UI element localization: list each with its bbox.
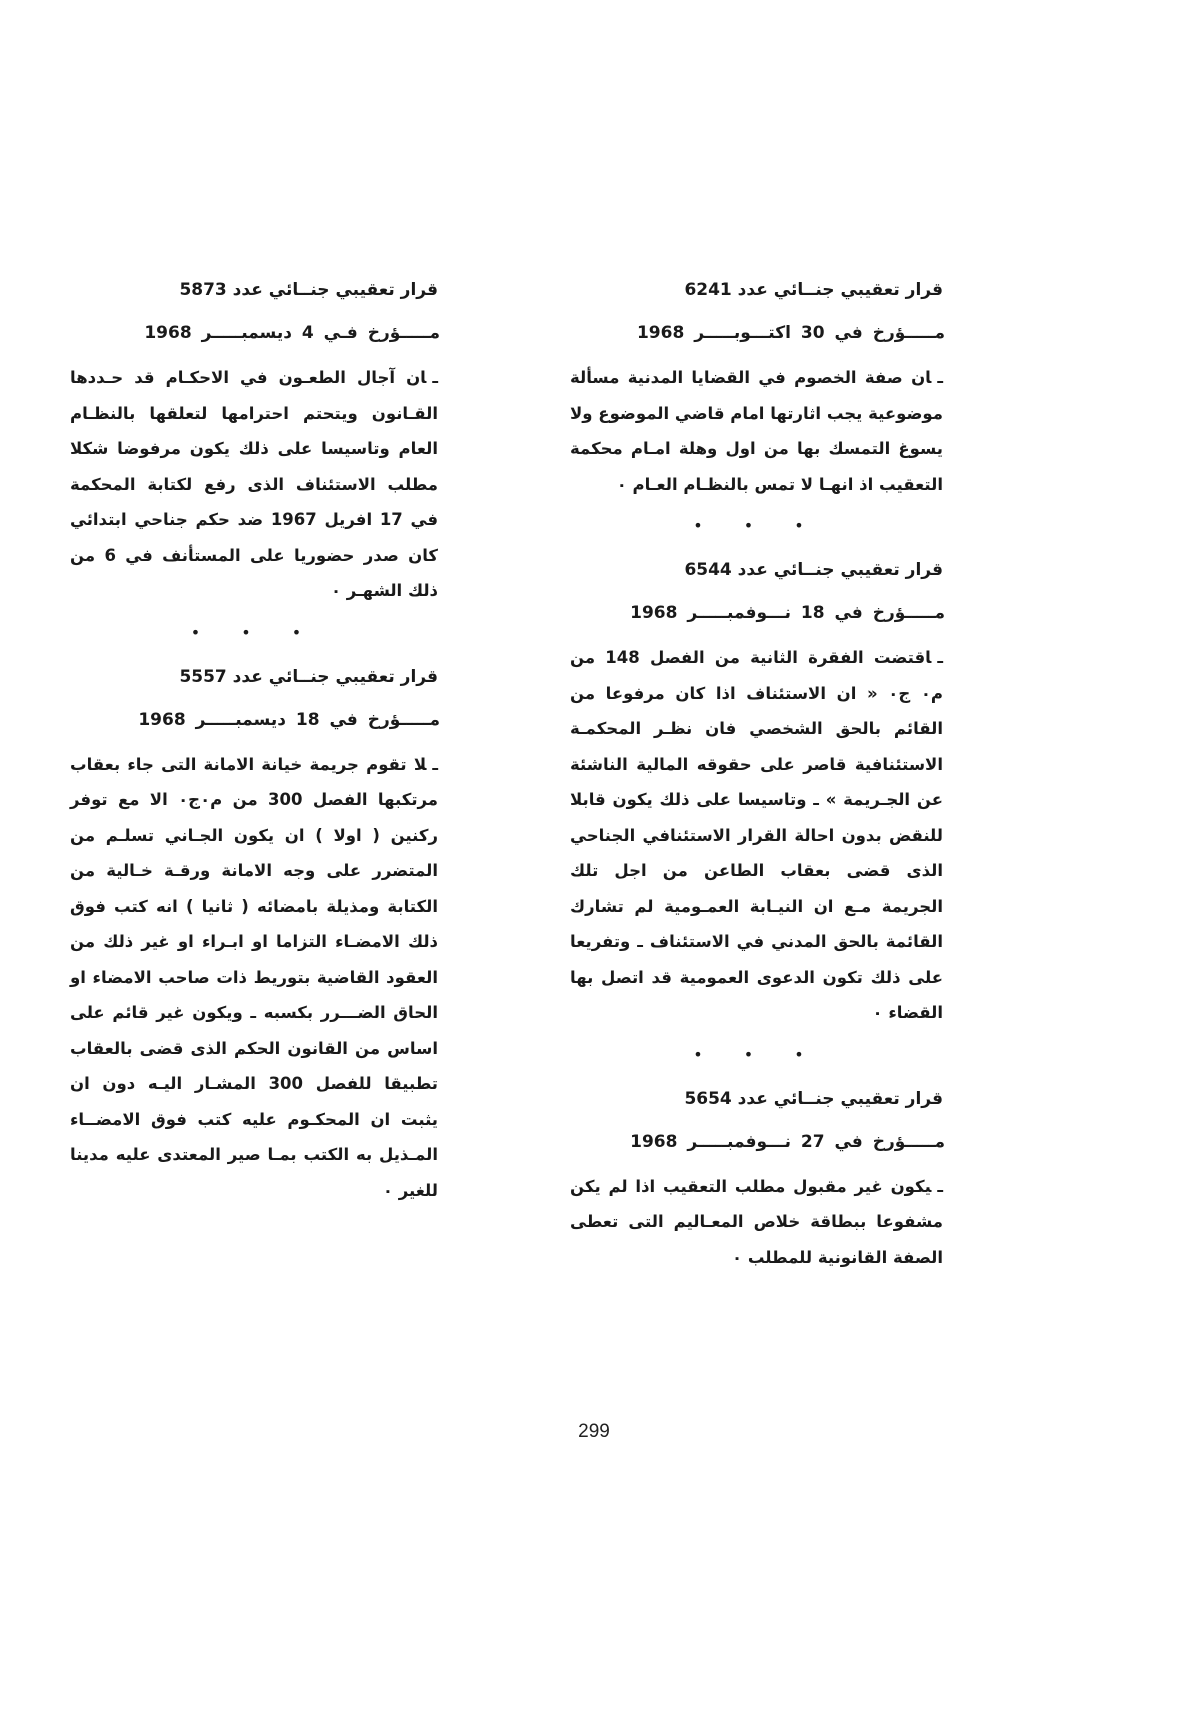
bullet-dash: ـ — [432, 368, 438, 387]
bullet-dash: ـ — [432, 754, 438, 774]
section-separator: • • • — [693, 1044, 822, 1064]
section-separator: • • • — [693, 516, 822, 535]
section-separator: • • • — [190, 622, 320, 642]
right-column — [570, 276, 945, 1275]
ruling-text: لا تقوم جريمة خيانة الامانة التى جاء بعقاب مرتكبها الفصل 300 من م٠ج٠ الا مع توفر ركنين ( اولا ) ان يكون الجـاني تسلـم من المتضرر على وجه الامانة ورقـة خـالية من الكتابة ومذيلة بامضائه ( ثانيا ) انه كتب فوق ذلك الامضـاء التزاما او ابـراء او غير ذلك من العقود القاضية بتوريط ذات صاحب الامضاء او الحاق الضـــرر بكسبه ـ ويكون غير قائم على اساس من القانون الحكم الذى قضى بالعقاب تطبيقا للفصل 300 المشـار اليـه دون ان يثبت ان المحكـوم عليه كتب فوق الامضــاء المـذيل به الكتب بمـا صير المعتدى عليه مدينا للغير ٠ — [70, 754, 439, 1200]
ruling-text: اقتضت الفقرة الثانية من الفصل 148 من م٠ ج٠ « ان الاستئناف اذا كان مرفوعا من القائم بالحق الشخصي فان نظـر المحكمـة الاستئنافية قاصر على حقوقه المالية الناشئة عن الجـريمة » ـ وتاسيسا على ذلك يكون قابلا للنقض بدون احالة القرار الاستئنافي الجناحي الذى قضى بعقاب الطاعن من اجل تلك الجريمة مـع ان النيـابة العمـومية لم تشارك القائمة بالحق المدني في الاستئناف ـ وتفريعا على ذلك تكون الدعوى العمومية قد اتصل بها القضاء ٠ — [570, 648, 943, 1022]
ruling-date: مـــــؤرخ في 18 نـــوفمبـــــر 1968 — [630, 603, 945, 623]
ruling-body — [70, 747, 440, 1209]
ruling-date: مـــــؤرخ في 27 نـــوفمبـــــر 1968 — [630, 1131, 945, 1152]
ruling-title: قرار تعقيبي جنــائي عدد 5873 — [179, 280, 438, 300]
ruling-date: مـــــؤرخ في 30 اكتـــوبـــــر 1968 — [636, 323, 945, 343]
bullet-dash: ـ — [937, 648, 943, 667]
ruling-date: مـــــؤرخ في 18 ديسمبـــــر 1968 — [138, 709, 440, 730]
ruling-date: مـــــؤرخ فـي 4 ديسمبـــــر 1968 — [144, 323, 440, 343]
ruling-entry — [570, 1085, 945, 1276]
ruling-entry — [570, 276, 945, 502]
left-column — [70, 276, 440, 1208]
ruling-entry — [70, 663, 440, 1209]
ruling-body — [570, 1169, 945, 1276]
bullet-dash: ـ — [937, 1176, 943, 1196]
ruling-text: ان آجال الطعـون في الاحكـام قد حـددها القـانون ويتحتم احترامها لتعلقها بالنظـام العام وتاسيسا على ذلك يكون مرفوضا شكلا مطلب الاستئناف الذى رفع لكتابة المحكمة في 17 افريل 1967 ضد حكم جناحي ابتدائي كان صدر حضوريا على المستأنف في 6 من ذلك الشهـر ٠ — [70, 368, 439, 600]
ruling-entry — [70, 276, 440, 609]
ruling-text: ان صفة الخصوم في القضايا المدنية مسألة موضوعية يجب اثارتها امام قاضي الموضوع ولا يسوغ التمسك بها من اول وهلة امـام محكمة التعقيب اذ انهـا لا تمس بالنظـام العـام ٠ — [570, 368, 943, 494]
ruling-text: يكون غير مقبول مطلب التعقيب اذا لم يكن مشفوعا ببطاقة خلاص المعـاليم التى تعطى الصفة القانونية للمطلب ٠ — [570, 1176, 943, 1267]
ruling-body — [570, 360, 945, 502]
bullet-dash: ـ — [937, 368, 943, 387]
ruling-body — [70, 360, 440, 609]
ruling-title: قرار تعقيبي جنــائي عدد 5557 — [179, 666, 438, 687]
page-number: 299 — [578, 1421, 610, 1442]
ruling-title: قرار تعقيبي جنــائي عدد 6544 — [684, 560, 943, 580]
ruling-body — [570, 640, 945, 1031]
ruling-title: قرار تعقيبي جنــائي عدد 6241 — [684, 280, 943, 300]
ruling-title: قرار تعقيبي جنــائي عدد 5654 — [684, 1088, 943, 1109]
ruling-entry — [570, 556, 945, 1031]
